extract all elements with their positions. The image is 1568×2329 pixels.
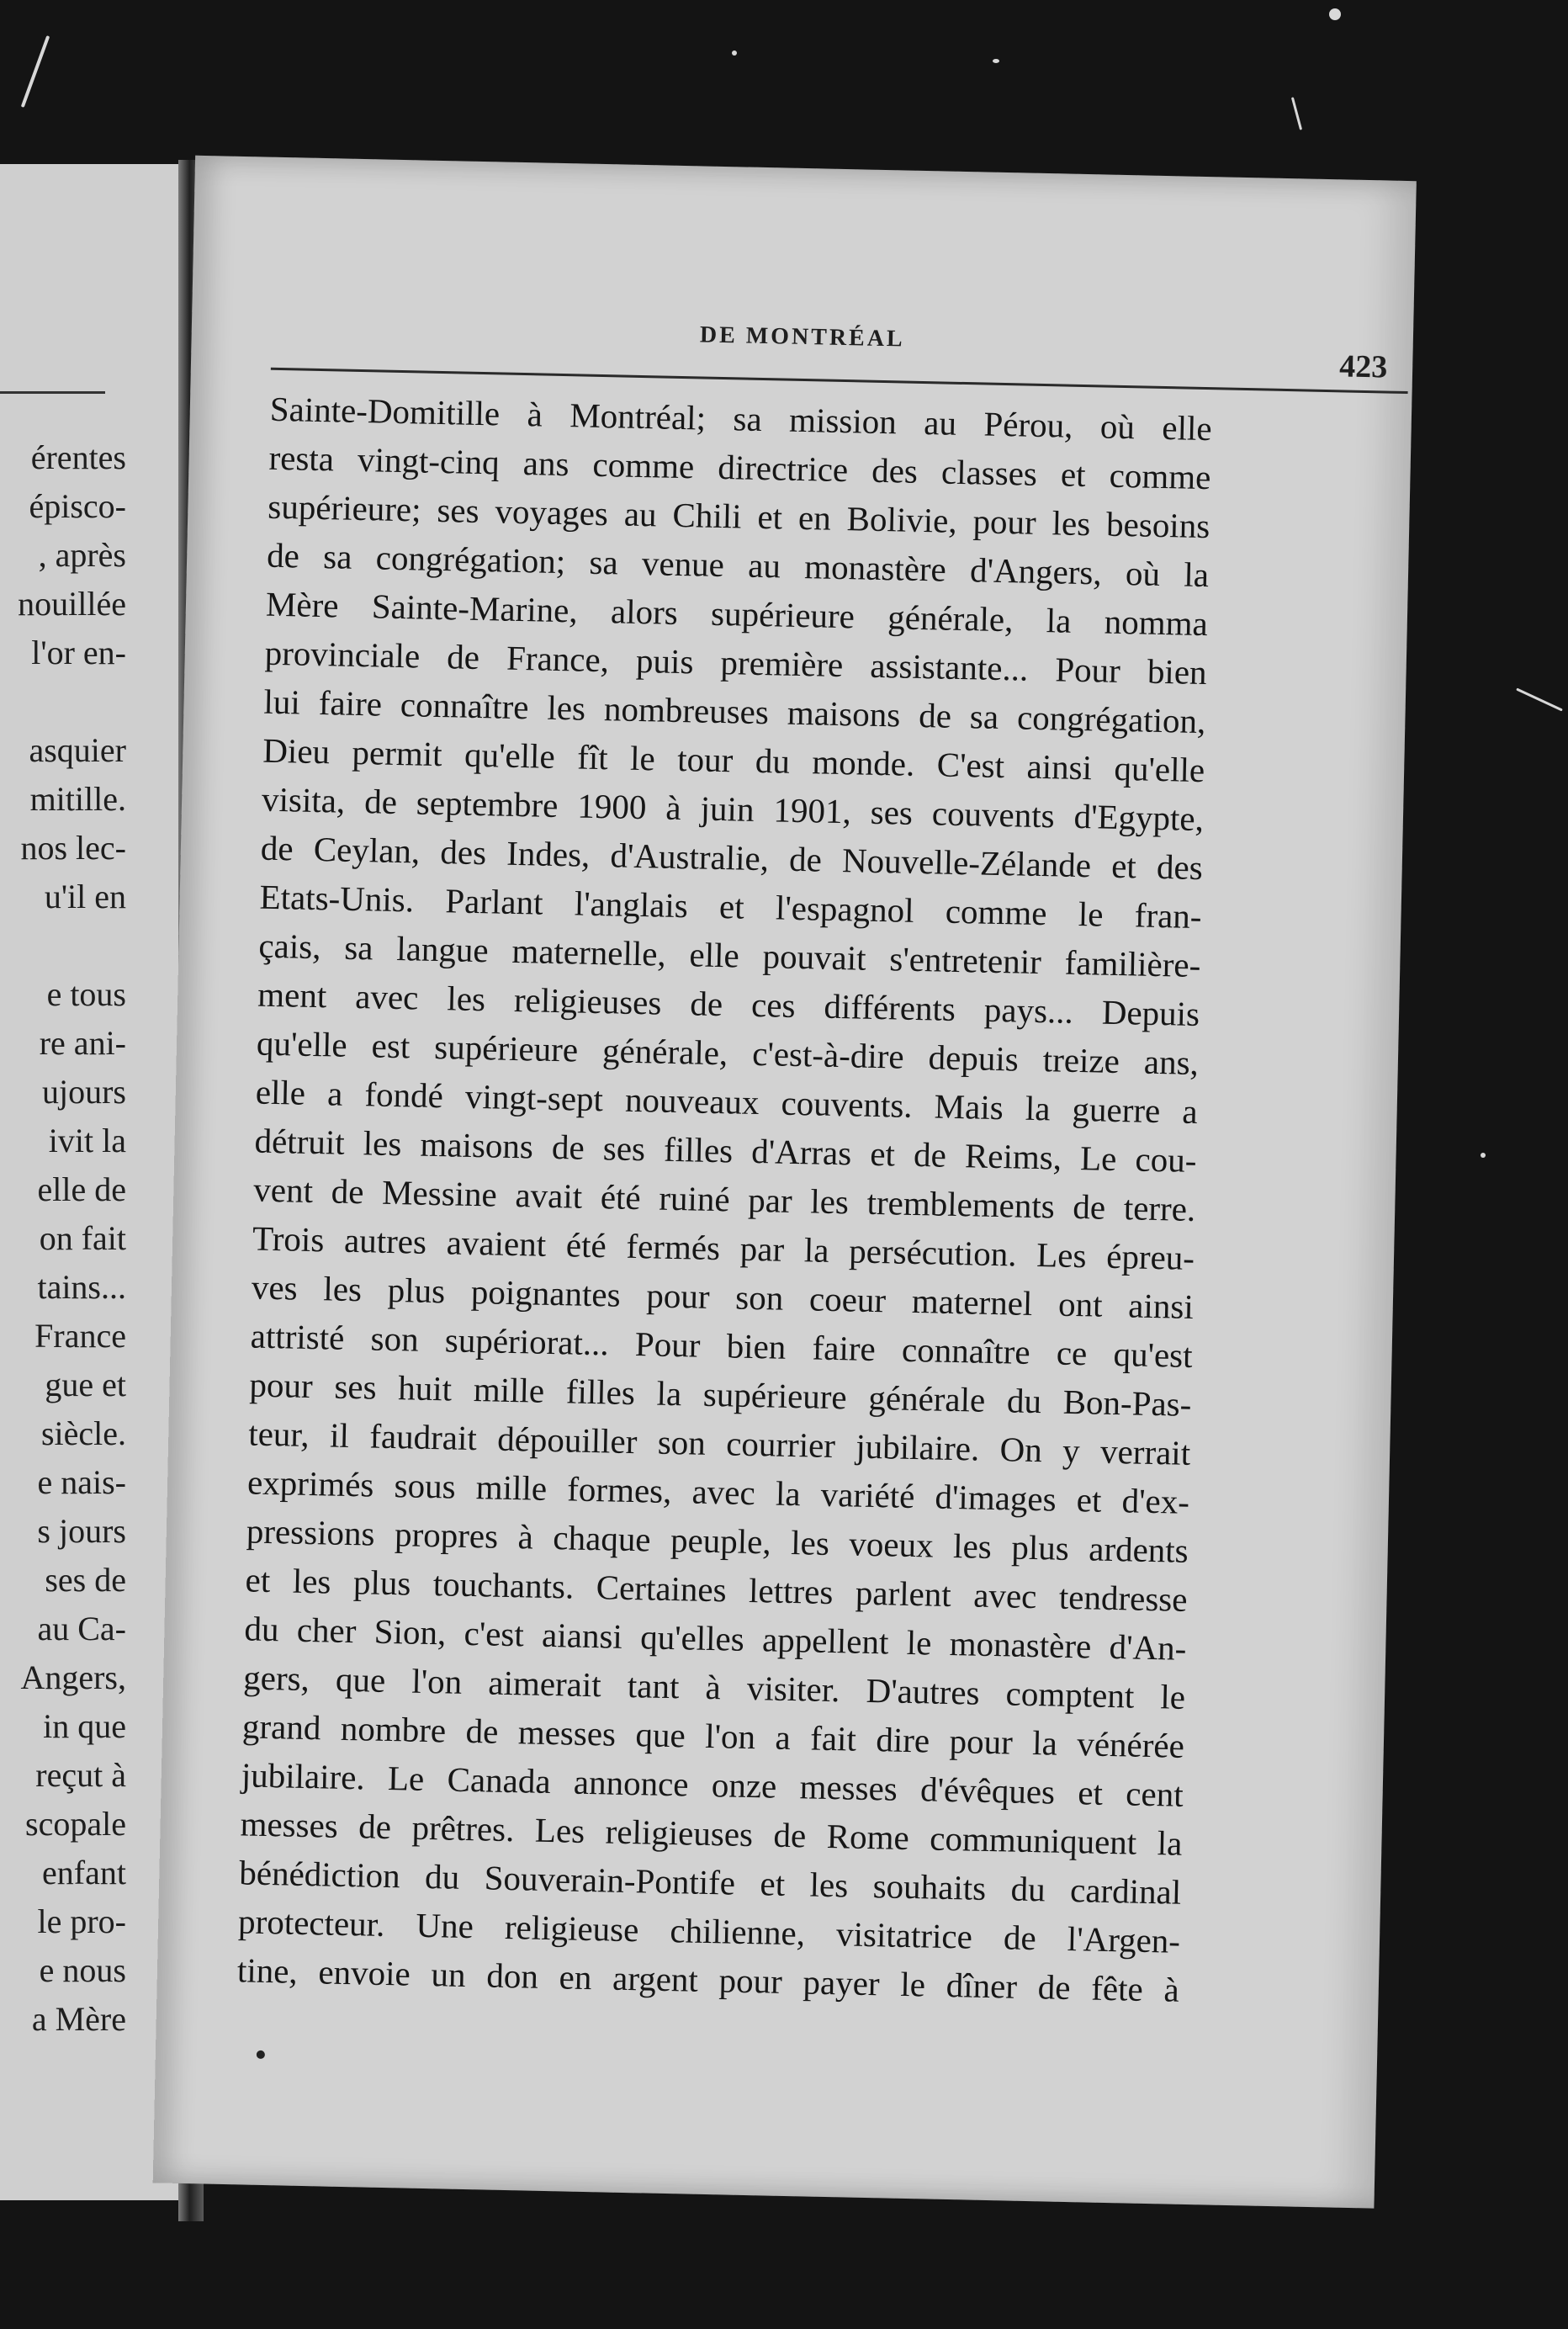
left-line: e nais-: [37, 1463, 126, 1501]
left-line: Angers,: [20, 1658, 126, 1696]
left-line: gue et: [45, 1366, 126, 1403]
text-line: pour ses huit mille filles la supérieure générale du Bon-Pas-: [249, 1365, 1192, 1424]
text-line: ment avec les religieuses de ces différents pays... Depuis: [257, 974, 1200, 1034]
text-line: provinciale de France, puis première assistante... Pour bien: [264, 633, 1208, 692]
left-line: re ani-: [39, 1024, 126, 1062]
text-line: vent de Messine avait été ruiné par les tremblements de terre.: [252, 1170, 1196, 1228]
left-line: a Mère: [31, 2000, 126, 2038]
left-page: [0, 164, 183, 2200]
text-line: détruit les maisons de ses filles d'Arras et de Reims, Le cou-: [254, 1121, 1197, 1180]
text-line: qu'elle est supérieure générale, c'est-à-dire depuis treize ans,: [256, 1023, 1200, 1083]
left-line: ses de: [45, 1561, 126, 1599]
running-head: DE MONTRÉAL: [699, 321, 905, 353]
text-line: Etats-Unis. Parlant l'anglais et l'espagnol comme le fran-: [259, 877, 1202, 936]
left-line: nouillée: [18, 585, 126, 623]
text-line: supérieure; ses voyages au Chili et en Bolivie, pour les besoins: [267, 486, 1210, 546]
left-line: [0, 677, 126, 726]
text-line: de Ceylan, des Indes, d'Australie, de Nouvelle-Zélande et des: [260, 828, 1204, 888]
left-line: [0, 921, 126, 970]
left-line: s jours: [37, 1512, 126, 1550]
left-line: épisco-: [29, 487, 126, 525]
film-dust: [1329, 8, 1341, 20]
text-line: pressions propres à chaque peuple, les voeux les plus ardents: [246, 1511, 1189, 1570]
left-line: reçut à: [35, 1756, 126, 1794]
left-line: e tous: [46, 975, 126, 1013]
left-line: ujours: [42, 1073, 126, 1111]
film-scratch: [1516, 687, 1563, 711]
text-line: ves les plus poignantes pour son coeur maternel ont ainsi: [251, 1267, 1195, 1326]
right-page: [153, 156, 1417, 2209]
text-line: du cher Sion, c'est aiansi qu'elles appellent le monastère d'An-: [244, 1609, 1187, 1668]
left-line: érentes: [30, 438, 126, 476]
film-dust: [1481, 1153, 1486, 1158]
text-line: lui faire connaître les nombreuses maisons de sa congrégation,: [263, 682, 1206, 741]
text-line: elle a fondé vingt-sept nouveaux couvents. Mais la guerre a: [255, 1072, 1199, 1131]
text-line: Sainte-Domitille à Montréal; sa mission au Pérou, où elle: [269, 389, 1213, 448]
film-dust: [993, 59, 999, 63]
left-line: in que: [43, 1707, 126, 1745]
text-line: et les plus touchants. Certaines lettres parlent avec tendresse: [245, 1560, 1188, 1619]
left-line: mitille.: [29, 780, 126, 818]
text-line: jubilaire. Le Canada annonce onze messes d'évêques et cent: [241, 1755, 1184, 1814]
body-text: [236, 385, 1212, 2014]
left-line: nos lec-: [20, 829, 126, 867]
film-scratch: [1291, 97, 1302, 130]
text-line: exprimés sous mille formes, avec la variété d'images et d'ex-: [246, 1462, 1190, 1521]
text-line: resta vingt-cinq ans comme directrice des classes et comme: [268, 438, 1211, 497]
text-line: messes de prêtres. Les religieuses de Rome communiquent la: [240, 1804, 1183, 1863]
left-line: siècle.: [40, 1414, 126, 1452]
left-line: , après: [38, 536, 126, 574]
left-line: enfant: [42, 1854, 126, 1891]
text-line: grand nombre de messes que l'on a fait dire pour la vénérée: [241, 1706, 1185, 1765]
left-line: au Ca-: [37, 1610, 126, 1647]
left-line: ivit la: [48, 1122, 126, 1159]
text-line: bénédiction du Souverain-Pontife et les souhaits du cardinal: [238, 1853, 1182, 1912]
left-line: asquier: [29, 731, 126, 769]
left-line: France: [34, 1317, 126, 1355]
left-line: le pro-: [37, 1902, 126, 1940]
text-line: protecteur. Une religieuse chilienne, visitatrice de l'Argen-: [237, 1902, 1181, 1960]
left-page-head-rule: [0, 391, 105, 394]
text-line: Mère Sainte-Marine, alors supérieure générale, la nomma: [265, 584, 1209, 644]
text-line: tine, envoie un don en argent pour payer le dîner de fête à: [236, 1950, 1180, 2009]
text-line: teur, il faudrait dépouiller son courrier jubilaire. On y verrait: [247, 1414, 1191, 1472]
text-line: Dieu permit qu'elle fît le tour du monde. C'est ainsi qu'elle: [262, 730, 1205, 790]
left-line: e nous: [39, 1951, 126, 1989]
page-number: 423: [1338, 348, 1388, 385]
left-line: elle de: [37, 1170, 126, 1208]
text-line: gers, que l'on aimerait tant à visiter. D'autres comptent le: [242, 1658, 1186, 1716]
text-line: attristé son supériorat... Pour bien faire connaître ce qu'est: [250, 1316, 1194, 1375]
film-scratch: [21, 35, 50, 108]
left-line: l'or en-: [31, 634, 126, 671]
text-line: de sa congrégation; sa venue au monastère d'Angers, où la: [266, 535, 1210, 595]
text-line: visita, de septembre 1900 à juin 1901, ses couvents d'Egypte,: [261, 779, 1205, 839]
text-line: çais, sa langue maternelle, elle pouvait s'entretenir familière-: [258, 926, 1201, 985]
left-line: u'il en: [44, 878, 126, 915]
film-dust: [732, 50, 737, 56]
text-line: Trois autres avaient été fermés par la persécution. Les épreu-: [252, 1218, 1195, 1277]
ink-dot: [257, 2050, 265, 2059]
left-page-text: [0, 433, 126, 2044]
left-line: scopale: [25, 1805, 126, 1843]
left-line: on fait: [39, 1219, 126, 1257]
left-line: tains...: [37, 1268, 126, 1306]
